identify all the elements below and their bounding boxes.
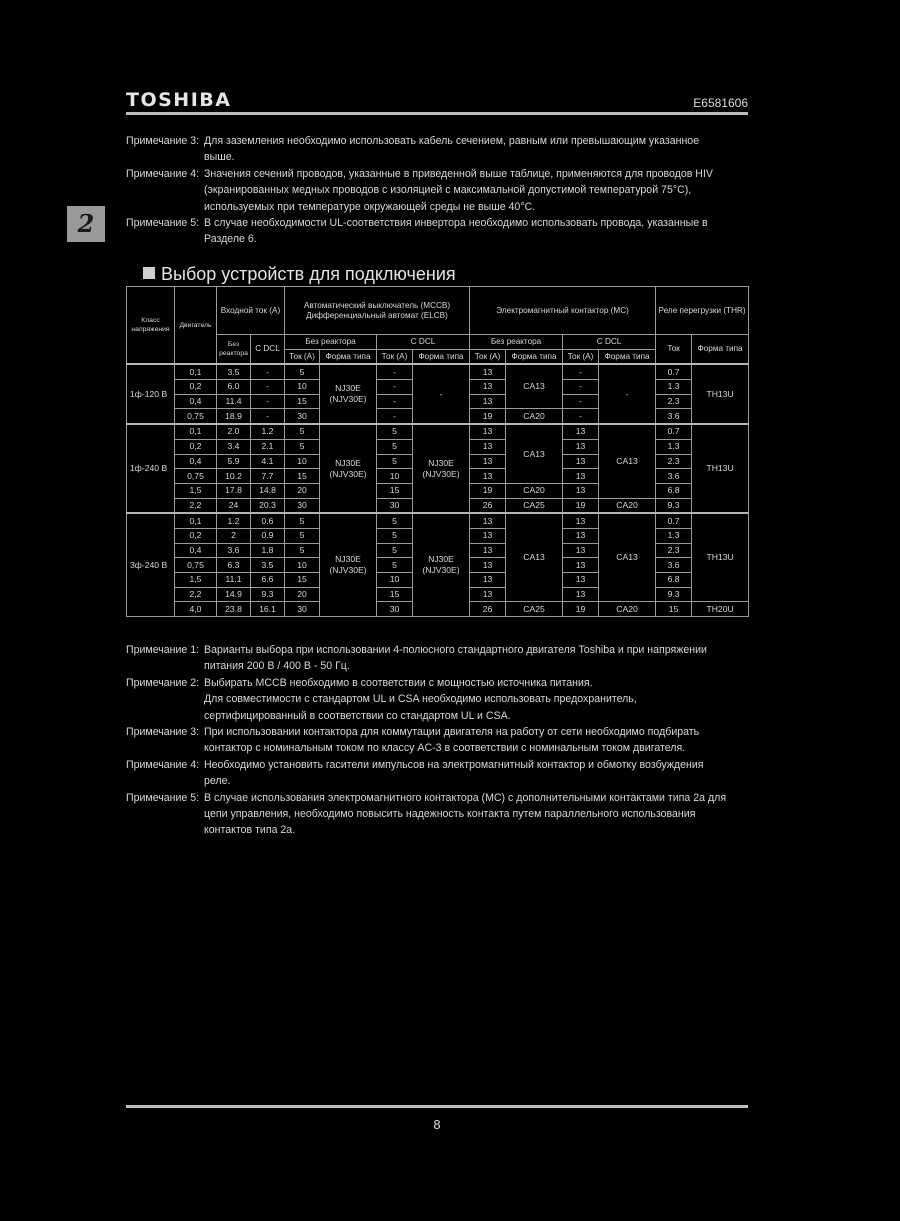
mc-no-reactor-current-cell: 13 [470, 528, 506, 543]
note-label: Примечание 3: [126, 135, 200, 147]
mc-no-reactor-current-cell: 13 [470, 454, 506, 469]
note [126, 166, 756, 215]
mccb-no-reactor-current-cell: 20 [285, 483, 320, 498]
note-line: Необходимо установить гасители импульсов на электромагнитный контактор и обмотку возбуждения [204, 758, 704, 771]
mccb-dcl-current-cell: 5 [377, 513, 413, 528]
header-thr-current: Ток [656, 335, 692, 365]
thr-type-cell: TH13U [692, 513, 749, 602]
thr-type-cell: TH13U [692, 424, 749, 513]
motor-cell: 0,1 [175, 424, 217, 439]
mccb-dcl-current-cell: - [377, 409, 413, 424]
mccb-dcl-current-cell: 10 [377, 469, 413, 484]
square-bullet-icon [143, 267, 155, 279]
mccb-no-reactor-type-cell: NJ30E (NJV30E) [320, 424, 377, 513]
mccb-no-reactor-type-cell: NJ30E (NJV30E) [320, 513, 377, 616]
mccb-no-reactor-current-cell: 15 [285, 469, 320, 484]
input-no-reactor-cell: 11.4 [217, 394, 251, 409]
mc-no-reactor-type-cell: CA13 [506, 424, 563, 483]
mc-dcl-current-cell: 13 [563, 469, 599, 484]
page-number: 8 [433, 1117, 441, 1132]
input-no-reactor-cell: 5.9 [217, 454, 251, 469]
mc-no-reactor-type-cell: CA13 [506, 513, 563, 602]
input-no-reactor-cell: 3.5 [217, 364, 251, 379]
mc-dcl-current-cell: - [563, 394, 599, 409]
motor-cell: 1,5 [175, 573, 217, 588]
mc-dcl-type-cell: CA13 [599, 424, 656, 498]
motor-cell: 4,0 [175, 602, 217, 617]
mc-dcl-type-cell: CA13 [599, 513, 656, 602]
input-dcl-cell: - [251, 364, 285, 379]
input-dcl-cell: 0.6 [251, 513, 285, 528]
motor-cell: 0,75 [175, 558, 217, 573]
voltage-class-cell: 3ф-240 В [127, 513, 175, 616]
note-label: Примечание 4: [126, 758, 200, 771]
mc-dcl-current-cell: - [563, 409, 599, 424]
thr-current-cell: 9.3 [656, 498, 692, 513]
mccb-no-reactor-current-cell: 5 [285, 439, 320, 454]
motor-cell: 0,2 [175, 439, 217, 454]
header-voltage-class: Класс напряжения [127, 287, 175, 365]
mccb-no-reactor-current-cell: 5 [285, 424, 320, 439]
header-type-form: Форма типа [506, 349, 563, 364]
mccb-no-reactor-current-cell: 10 [285, 454, 320, 469]
mc-no-reactor-current-cell: 13 [470, 573, 506, 588]
note-label: Примечание 3: [126, 726, 200, 739]
header-mccb: Автоматический выключатель (MCCB) Дифференциальный автомат (ELCB) [285, 287, 470, 335]
mccb-dcl-current-cell: 5 [377, 528, 413, 543]
mc-dcl-current-cell: 13 [563, 587, 599, 602]
note-text [204, 133, 756, 166]
input-no-reactor-cell: 3.6 [217, 543, 251, 558]
input-dcl-cell: - [251, 409, 285, 424]
mccb-no-reactor-current-cell: 10 [285, 558, 320, 573]
header-mc-with-dcl: С DCL [563, 335, 656, 350]
input-dcl-cell: 3.5 [251, 558, 285, 573]
motor-cell: 1,5 [175, 483, 217, 498]
mc-dcl-current-cell: 19 [563, 602, 599, 617]
note-label: Примечание 2: [126, 676, 200, 689]
motor-cell: 0,4 [175, 394, 217, 409]
mc-dcl-current-cell: 13 [563, 543, 599, 558]
mccb-dcl-current-cell: 15 [377, 587, 413, 602]
input-dcl-cell: 20.3 [251, 498, 285, 513]
mccb-dcl-current-cell: 5 [377, 558, 413, 573]
mc-no-reactor-current-cell: 26 [470, 498, 506, 513]
mccb-no-reactor-current-cell: 5 [285, 528, 320, 543]
mccb-dcl-current-cell: - [377, 364, 413, 379]
mc-dcl-current-cell: 13 [563, 558, 599, 573]
note-text [204, 724, 756, 757]
note [126, 215, 756, 248]
mccb-dcl-type-cell: NJ30E (NJV30E) [413, 424, 470, 513]
mccb-dcl-current-cell: 5 [377, 543, 413, 558]
input-dcl-cell: 4.1 [251, 454, 285, 469]
mc-no-reactor-type-cell: CA20 [506, 483, 563, 498]
motor-cell: 0,1 [175, 364, 217, 379]
note-label: Примечание 4: [126, 167, 200, 180]
note-line: Значения сечений проводов, указанные в приведенной выше таблице, применяются для проводов HIV [204, 167, 713, 180]
mc-dcl-current-cell: 19 [563, 498, 599, 513]
mc-dcl-current-cell: 13 [563, 439, 599, 454]
thr-current-cell: 1.3 [656, 439, 692, 454]
motor-cell: 0,2 [175, 380, 217, 395]
input-no-reactor-cell: 10.2 [217, 469, 251, 484]
header-rule [126, 112, 748, 115]
note-line: Для совместимости с стандартом UL и CSA необходимо использовать предохранитель, [204, 693, 637, 706]
thr-current-cell: 2.3 [656, 394, 692, 409]
header-mc-no-reactor: Без реактора [470, 335, 563, 350]
thr-current-cell: 0.7 [656, 424, 692, 439]
toshiba-logo: TOSHIBA [126, 89, 232, 111]
input-dcl-cell: 14.8 [251, 483, 285, 498]
input-dcl-cell: 2.1 [251, 439, 285, 454]
mc-dcl-current-cell: 13 [563, 424, 599, 439]
table-row [127, 424, 749, 439]
thr-type-cell: TH13U [692, 364, 749, 424]
note-line: (экранированных медных проводов с изоляцией с максимальной допустимой температурой 75°C), [204, 184, 692, 197]
thr-current-cell: 3.6 [656, 558, 692, 573]
header-type-form: Форма типа [320, 349, 377, 364]
mc-no-reactor-current-cell: 26 [470, 602, 506, 617]
motor-cell: 0,75 [175, 409, 217, 424]
thr-current-cell: 2.3 [656, 454, 692, 469]
input-dcl-cell: 0.9 [251, 528, 285, 543]
header-current-a: Ток (A) [285, 349, 320, 364]
mccb-dcl-type-cell: NJ30E (NJV30E) [413, 513, 470, 616]
mccb-dcl-current-cell: 5 [377, 424, 413, 439]
note-line: контактов типа 2a. [204, 824, 296, 837]
mc-dcl-current-cell: - [563, 364, 599, 379]
thr-current-cell: 1.3 [656, 380, 692, 395]
thr-current-cell: 9.3 [656, 587, 692, 602]
note-line: Выбирать MCCB необходимо в соответствии с мощностью источника питания. [204, 676, 593, 689]
mc-no-reactor-type-cell: CA20 [506, 409, 563, 424]
mccb-no-reactor-current-cell: 10 [285, 380, 320, 395]
mccb-no-reactor-current-cell: 15 [285, 394, 320, 409]
mccb-dcl-current-cell: 15 [377, 483, 413, 498]
thr-type-cell: TH20U [692, 602, 749, 617]
header-mccb-no-reactor: Без реактора [285, 335, 377, 350]
note-line: выше. [204, 151, 235, 164]
mccb-dcl-current-cell: - [377, 380, 413, 395]
input-dcl-cell: 9.3 [251, 587, 285, 602]
note-label: Примечание 5: [126, 217, 200, 230]
notes-bottom [126, 642, 756, 839]
thr-current-cell: 15 [656, 602, 692, 617]
motor-cell: 0,4 [175, 454, 217, 469]
header-type-form: Форма типа [599, 349, 656, 364]
motor-cell: 2,2 [175, 587, 217, 602]
device-selection-table [126, 286, 749, 617]
header-thr-type: Форма типа [692, 335, 749, 365]
note-line: Варианты выбора при использовании 4-полюсного стандартного двигателя Toshiba и при напряжении [204, 644, 707, 656]
thr-current-cell: 0.7 [656, 364, 692, 379]
note-text [204, 757, 756, 790]
motor-cell: 0,75 [175, 469, 217, 484]
note [126, 757, 756, 790]
table-row [127, 513, 749, 528]
note-line: В случае необходимости UL-соответствия инвертора необходимо использовать провода, указанные в [204, 217, 708, 230]
mc-dcl-current-cell: - [563, 380, 599, 395]
mc-no-reactor-current-cell: 13 [470, 587, 506, 602]
note-line: Разделе 6. [204, 233, 257, 246]
footer-rule [126, 1105, 748, 1108]
note-text [204, 642, 756, 675]
mc-no-reactor-type-cell: CA13 [506, 364, 563, 409]
header-current-a: Ток (A) [377, 349, 413, 364]
mccb-no-reactor-current-cell: 15 [285, 573, 320, 588]
motor-cell: 0,1 [175, 513, 217, 528]
input-no-reactor-cell: 23.8 [217, 602, 251, 617]
voltage-class-cell: 1ф-120 В [127, 364, 175, 424]
note-label: Примечание 1: [126, 644, 200, 656]
header-mc: Электромагнитный контактор (MC) [470, 287, 656, 335]
note [126, 790, 756, 839]
input-no-reactor-cell: 2 [217, 528, 251, 543]
note [126, 642, 756, 675]
note-line: питания 200 В / 400 В - 50 Гц. [204, 660, 350, 673]
input-dcl-cell: 1.8 [251, 543, 285, 558]
mc-dcl-current-cell: 13 [563, 513, 599, 528]
note-line: используемых при температуре окружающей среды не выше 40°C. [204, 200, 536, 213]
mccb-no-reactor-type-cell: NJ30E (NJV30E) [320, 364, 377, 424]
header-mccb-with-dcl: С DCL [377, 335, 470, 350]
input-no-reactor-cell: 17.8 [217, 483, 251, 498]
input-dcl-cell: - [251, 394, 285, 409]
chapter-tab: 2 [67, 206, 105, 242]
note [126, 724, 756, 757]
note-text [204, 790, 756, 839]
thr-current-cell: 2.3 [656, 543, 692, 558]
mc-no-reactor-current-cell: 19 [470, 483, 506, 498]
note-line: цепи управления, необходимо повысить надежность контакта путем параллельного использования [204, 808, 696, 821]
mccb-dcl-current-cell: 10 [377, 573, 413, 588]
input-dcl-cell: - [251, 380, 285, 395]
header-motor: Двигатель [175, 287, 217, 365]
mc-no-reactor-current-cell: 13 [470, 364, 506, 379]
mc-dcl-type-cell: CA20 [599, 602, 656, 617]
mccb-no-reactor-current-cell: 5 [285, 364, 320, 379]
mc-no-reactor-current-cell: 13 [470, 394, 506, 409]
input-no-reactor-cell: 18.9 [217, 409, 251, 424]
mc-no-reactor-type-cell: CA25 [506, 498, 563, 513]
mccb-dcl-current-cell: 30 [377, 602, 413, 617]
input-dcl-cell: 1.2 [251, 424, 285, 439]
thr-current-cell: 3.6 [656, 469, 692, 484]
mccb-no-reactor-current-cell: 30 [285, 602, 320, 617]
mccb-no-reactor-current-cell: 30 [285, 409, 320, 424]
mc-no-reactor-current-cell: 13 [470, 513, 506, 528]
mc-no-reactor-current-cell: 13 [470, 543, 506, 558]
mc-no-reactor-current-cell: 13 [470, 439, 506, 454]
input-no-reactor-cell: 6.0 [217, 380, 251, 395]
input-no-reactor-cell: 3.4 [217, 439, 251, 454]
motor-cell: 0,2 [175, 528, 217, 543]
mc-dcl-type-cell: - [599, 364, 656, 424]
input-no-reactor-cell: 2.0 [217, 424, 251, 439]
note [126, 675, 756, 724]
note [126, 133, 756, 166]
thr-current-cell: 0.7 [656, 513, 692, 528]
note-text [204, 166, 756, 215]
header-thr: Реле перегрузки (THR) [656, 287, 749, 335]
note-text [204, 215, 756, 248]
mc-dcl-current-cell: 13 [563, 528, 599, 543]
motor-cell: 2,2 [175, 498, 217, 513]
mc-no-reactor-current-cell: 19 [470, 409, 506, 424]
section-title-text: Выбор устройств для подключения [161, 264, 456, 284]
table-row [127, 364, 749, 379]
input-no-reactor-cell: 24 [217, 498, 251, 513]
mccb-dcl-current-cell: - [377, 394, 413, 409]
header-current-a: Ток (A) [470, 349, 506, 364]
thr-current-cell: 6.8 [656, 573, 692, 588]
mccb-no-reactor-current-cell: 20 [285, 587, 320, 602]
mc-dcl-current-cell: 13 [563, 573, 599, 588]
thr-current-cell: 1.3 [656, 528, 692, 543]
mccb-dcl-current-cell: 5 [377, 439, 413, 454]
header-current-a: Ток (A) [563, 349, 599, 364]
mc-dcl-type-cell: CA20 [599, 498, 656, 513]
header-input-no-reactor: Без реактора [217, 335, 251, 365]
mccb-no-reactor-current-cell: 30 [285, 498, 320, 513]
mc-no-reactor-current-cell: 13 [470, 380, 506, 395]
mccb-dcl-type-cell: - [413, 364, 470, 424]
note-text [204, 675, 756, 724]
input-dcl-cell: 7.7 [251, 469, 285, 484]
mc-no-reactor-type-cell: CA25 [506, 602, 563, 617]
input-dcl-cell: 16.1 [251, 602, 285, 617]
thr-current-cell: 6.8 [656, 483, 692, 498]
note-line: Для заземления необходимо использовать кабель сечением, равным или превышающим указанное [204, 135, 700, 147]
note-line: реле. [204, 775, 231, 788]
note-line: сертифицированный в соответствии со стандартом UL и CSA. [204, 709, 511, 722]
mc-dcl-current-cell: 13 [563, 483, 599, 498]
input-no-reactor-cell: 6.3 [217, 558, 251, 573]
note-line: В случае использования электромагнитного контактора (MC) с дополнительными контактами типа 2a для [204, 791, 727, 804]
motor-cell: 0,4 [175, 543, 217, 558]
note-line: При использовании контактора для коммутации двигателя на работу от сети необходимо подбирать [204, 726, 700, 739]
mccb-dcl-current-cell: 5 [377, 454, 413, 469]
mc-dcl-current-cell: 13 [563, 454, 599, 469]
thr-current-cell: 3.6 [656, 409, 692, 424]
mccb-no-reactor-current-cell: 5 [285, 543, 320, 558]
input-no-reactor-cell: 14.9 [217, 587, 251, 602]
mc-no-reactor-current-cell: 13 [470, 424, 506, 439]
mc-no-reactor-current-cell: 13 [470, 469, 506, 484]
note-label: Примечание 5: [126, 791, 200, 804]
notes-top [126, 133, 756, 248]
header-type-form: Форма типа [413, 349, 470, 364]
section-title [143, 264, 456, 285]
header-input-with-dcl: С DCL [251, 335, 285, 365]
voltage-class-cell: 1ф-240 В [127, 424, 175, 513]
mccb-no-reactor-current-cell: 5 [285, 513, 320, 528]
mccb-dcl-current-cell: 30 [377, 498, 413, 513]
header-input-current: Входной ток (A) [217, 287, 285, 335]
note-line: контактор с номинальным током по классу AC-3 в соответствии с номинальным током двигателя. [204, 742, 686, 755]
document-code: E6581606 [693, 96, 748, 110]
mc-no-reactor-current-cell: 13 [470, 558, 506, 573]
input-dcl-cell: 6.6 [251, 573, 285, 588]
input-no-reactor-cell: 11.1 [217, 573, 251, 588]
input-no-reactor-cell: 1.2 [217, 513, 251, 528]
